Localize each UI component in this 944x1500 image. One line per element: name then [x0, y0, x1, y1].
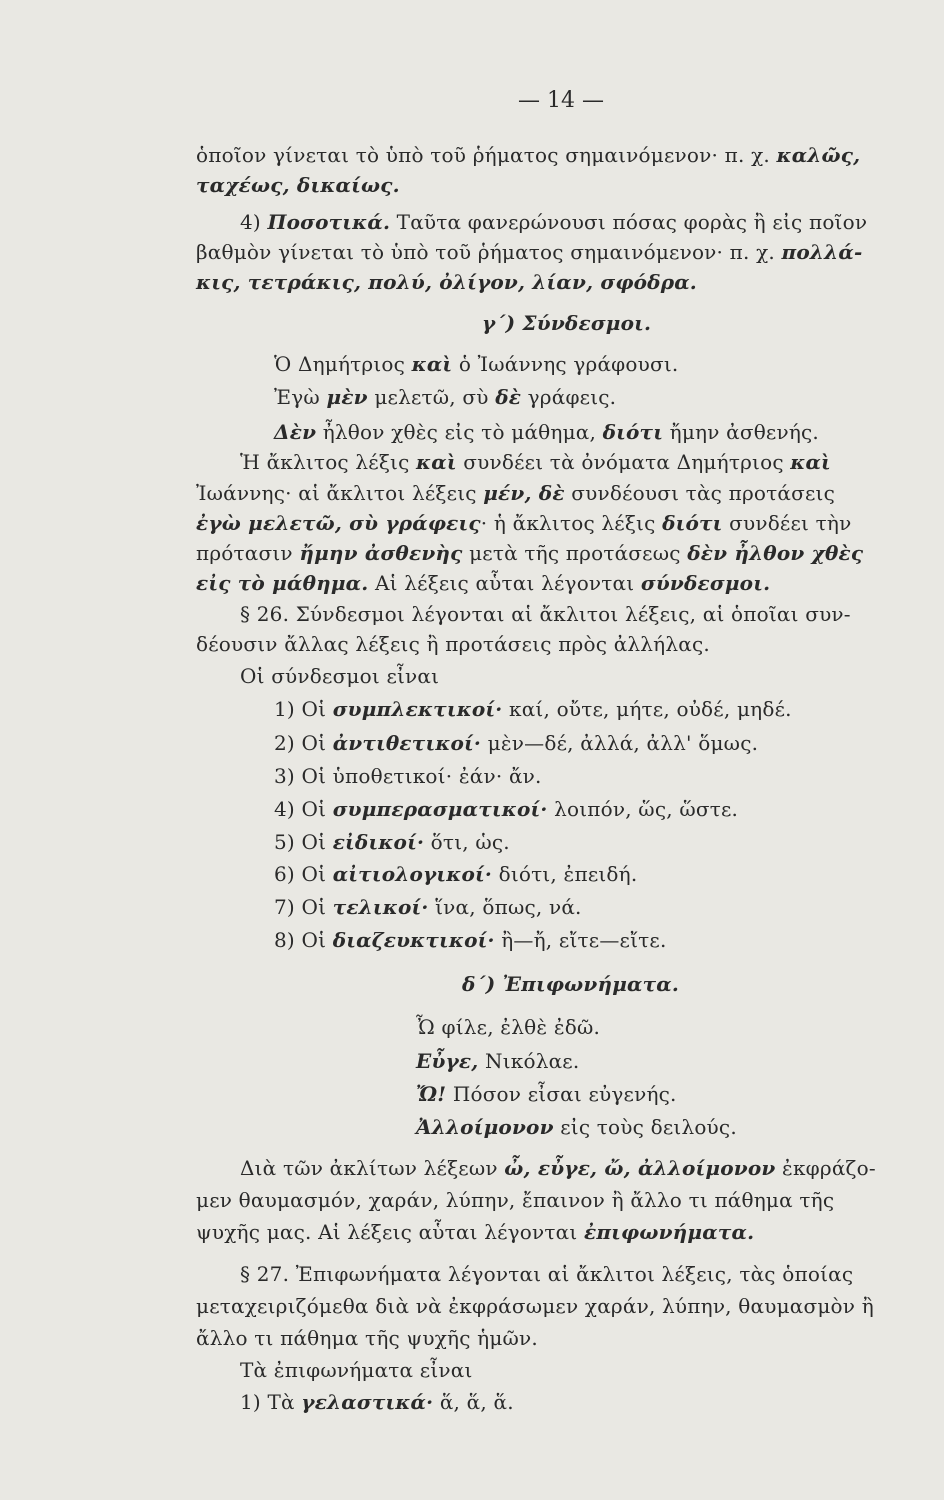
text-line: Οἱ σύνδεσμοι εἶναι — [240, 664, 440, 688]
section-heading: δ΄) Ἐπιφωνήματα. — [462, 972, 680, 996]
text-line: μεταχειριζόμεθα διὰ νὰ ἐκφράσωμεν χαράν, λύπην, θαυμασμὸν ἢ — [196, 1294, 874, 1318]
example-line: Ἀλλοίμονον εἰς τοὺς δειλούς. — [416, 1115, 737, 1139]
text-line: Ἡ ἄκλιτος λέξις καὶ συνδέει τὰ ὀνόματα Δημήτριος καὶ — [240, 450, 831, 474]
example-line: Ὤ! Πόσον εἶσαι εὐγενής. — [416, 1082, 677, 1106]
section-heading: γ΄) Σύνδεσμοι. — [482, 311, 652, 335]
text-line: δέουσιν ἄλλας λέξεις ἢ προτάσεις πρὸς ἀλλήλας. — [196, 632, 710, 656]
text-line: μεν θαυμασμόν, χαράν, λύπην, ἔπαινον ἢ ἄλλο τι πάθημα τῆς — [196, 1188, 835, 1212]
text-line: ὁποῖον γίνεται τὸ ὑπὸ τοῦ ῥήματος σημαινόμενον· π. χ. καλῶς, — [196, 143, 861, 167]
text-line: πρότασιν ἤμην ἀσθενὴς μετὰ τῆς προτάσεως δὲν ἦλθον χθὲς — [196, 541, 864, 565]
example-line: Δὲν ἦλθον χθὲς εἰς τὸ μάθημα, διότι ἤμην ἀσθενής. — [274, 420, 819, 444]
text-line: βαθμὸν γίνεται τὸ ὑπὸ τοῦ ῥήματος σημαινόμενον· π. χ. πολλά- — [196, 240, 863, 264]
text-line: ἐγὼ μελετῶ, σὺ γράφεις· ἡ ἄκλιτος λέξις διότι συνδέει τὴν — [196, 511, 852, 535]
list-item: 7) Οἱ τελικοί· ἵνα, ὅπως, νά. — [274, 895, 582, 919]
text-line: § 27. Ἐπιφωνήματα λέγονται αἱ ἄκλιτοι λέξεις, τὰς ὁποίας — [240, 1262, 854, 1286]
text-line: κις, τετράκις, πολύ, ὀλίγον, λίαν, σφόδρα. — [196, 270, 697, 294]
example-line: Εὖγε, Νικόλαε. — [416, 1049, 580, 1073]
page-number: — 14 — — [518, 88, 604, 113]
list-item: 3) Οἱ ὑποθετικοί· ἐάν· ἄν. — [274, 764, 542, 788]
text-line: Ἰωάννης· αἱ ἄκλιτοι λέξεις μέν, δὲ συνδέουσι τὰς προτάσεις — [196, 481, 835, 505]
text-line: Διὰ τῶν ἀκλίτων λέξεων ὦ, εὖγε, ὤ, ἀλλοίμονον ἐκφράζο- — [240, 1156, 876, 1180]
list-item: 1) Οἱ συμπλεκτικοί· καί, οὔτε, μήτε, οὐδέ, μηδέ. — [274, 697, 792, 721]
example-line: Ἐγὼ μὲν μελετῶ, σὺ δὲ γράφεις. — [274, 385, 617, 409]
text-line: § 26. Σύνδεσμοι λέγονται αἱ ἄκλιτοι λέξεις, αἱ ὁποῖαι συν- — [240, 602, 851, 626]
text-line: 4) Ποσοτικά. Ταῦτα φανερώνουσι πόσας φορὰς ἢ εἰς ποῖον — [240, 210, 868, 234]
example-line: Ὦ φίλε, ἐλθὲ ἐδῶ. — [416, 1015, 601, 1039]
text-line: ἄλλο τι πάθημα τῆς ψυχῆς ἡμῶν. — [196, 1326, 538, 1350]
list-item: 6) Οἱ αἰτιολογικοί· διότι, ἐπειδή. — [274, 862, 638, 886]
example-line: Ὁ Δημήτριος καὶ ὁ Ἰωάννης γράφουσι. — [274, 352, 679, 376]
text-line: εἰς τὸ μάθημα. Αἱ λέξεις αὗται λέγονται σύνδεσμοι. — [196, 571, 771, 595]
text-line: ψυχῆς μας. Αἱ λέξεις αὗται λέγονται ἐπιφωνήματα. — [196, 1220, 755, 1244]
list-item: 4) Οἱ συμπερασματικοί· λοιπόν, ὥς, ὥστε. — [274, 797, 739, 821]
list-item: 1) Τὰ γελαστικά· ἅ, ἅ, ἅ. — [240, 1390, 514, 1414]
text-line: Τὰ ἐπιφωνήματα εἶναι — [240, 1358, 473, 1382]
list-item: 8) Οἱ διαζευκτικοί· ἢ—ἤ, εἴτε—εἴτε. — [274, 928, 667, 952]
list-item: 2) Οἱ ἀντιθετικοί· μὲν—δέ, ἀλλά, ἀλλ' ὅμως. — [274, 731, 759, 755]
list-item: 5) Οἱ εἰδικοί· ὅτι, ὡς. — [274, 830, 510, 854]
text-line: ταχέως, δικαίως. — [196, 173, 400, 197]
